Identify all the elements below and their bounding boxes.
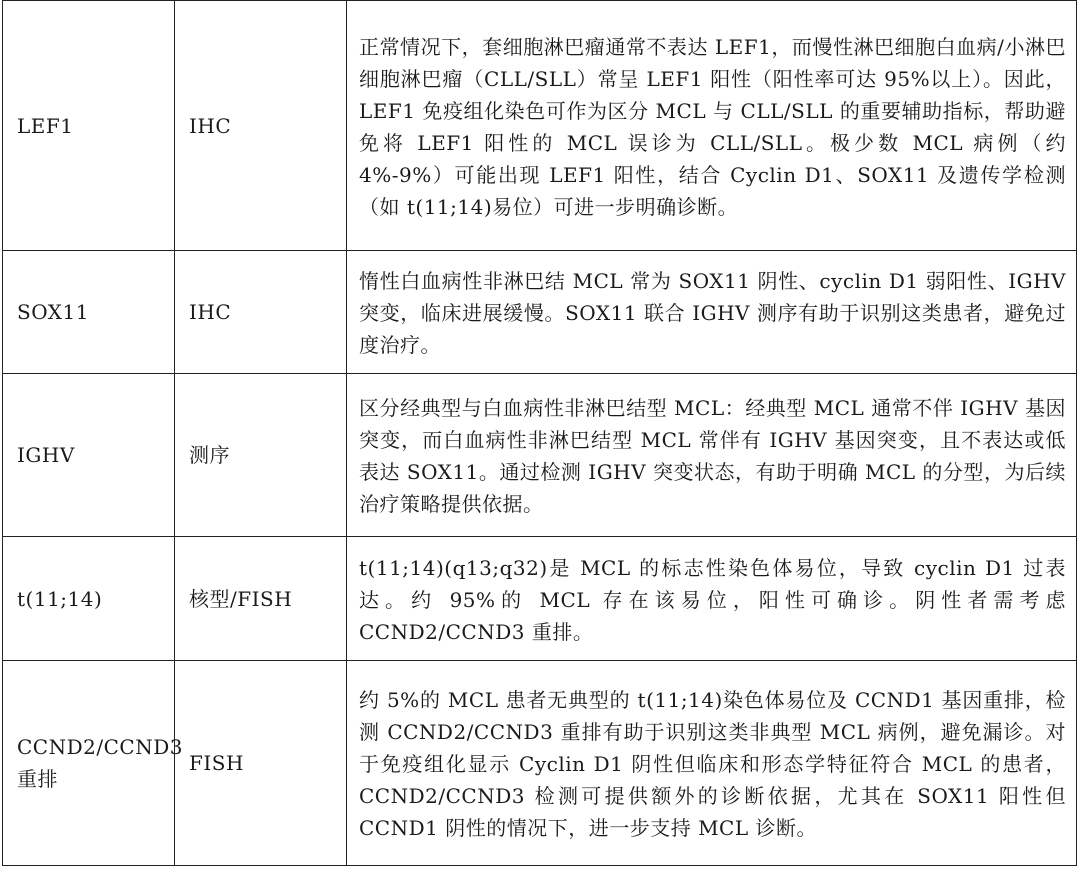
method-cell: FISH xyxy=(175,661,347,866)
table-row xyxy=(3,251,1077,374)
description-cell: 正常情况下，套细胞淋巴瘤通常不表达 LEF1，而慢性淋巴细胞白血病/小淋巴细胞淋巴瘤（CLL/SLL）常呈 LEF1 阳性（阳性率可达 95%以上）。因此，LEF1 免疫组化染色可作为区分 MCL 与 CLL/SLL 的重要辅助指标，帮助避免将 LEF1 阳性的 MCL 误诊为 CLL/SLL。极少数 MCL 病例（约 4%-9%）可能出现 LEF1 阳性，结合 Cyclin D1、SOX11 及遗传学检测（如 t(11;14)易位）可进一步明确诊断。 xyxy=(347,1,1077,251)
description-cell: 区分经典型与白血病性非淋巴结型 MCL：经典型 MCL 通常不伴 IGHV 基因突变，而白血病性非淋巴结型 MCL 常伴有 IGHV 基因突变，且不表达或低表达 SOX11。通过检测 IGHV 突变状态，有助于明确 MCL 的分型，为后续治疗策略提供依据。 xyxy=(347,374,1077,537)
method-cell: IHC xyxy=(175,1,347,251)
table-row xyxy=(3,374,1077,537)
marker-cell: IGHV xyxy=(3,374,175,537)
description-cell: 惰性白血病性非淋巴结 MCL 常为 SOX11 阴性、cyclin D1 弱阳性、IGHV 突变，临床进展缓慢。SOX11 联合 IGHV 测序有助于识别这类患者，避免过度治疗。 xyxy=(347,251,1077,374)
marker-cell: SOX11 xyxy=(3,251,175,374)
method-cell: 测序 xyxy=(175,374,347,537)
table-row xyxy=(3,1,1077,251)
marker-cell: t(11;14) xyxy=(3,537,175,661)
diagnostic-markers-table xyxy=(2,0,1077,866)
table-body xyxy=(3,1,1077,866)
method-cell: IHC xyxy=(175,251,347,374)
method-cell: 核型/FISH xyxy=(175,537,347,661)
description-cell: t(11;14)(q13;q32)是 MCL 的标志性染色体易位，导致 cyclin D1 过表达。约 95%的 MCL 存在该易位，阳性可确诊。阴性者需考虑 CCND2/CCND3 重排。 xyxy=(347,537,1077,661)
table-row xyxy=(3,661,1077,866)
marker-cell: CCND2/CCND3 重排 xyxy=(3,661,175,866)
table-row xyxy=(3,537,1077,661)
marker-cell: LEF1 xyxy=(3,1,175,251)
description-cell: 约 5%的 MCL 患者无典型的 t(11;14)染色体易位及 CCND1 基因重排，检测 CCND2/CCND3 重排有助于识别这类非典型 MCL 病例，避免漏诊。对于免疫组化显示 Cyclin D1 阴性但临床和形态学特征符合 MCL 的患者，CCND2/CCND3 检测可提供额外的诊断依据，尤其在 SOX11 阳性但 CCND1 阴性的情况下，进一步支持 MCL 诊断。 xyxy=(347,661,1077,866)
